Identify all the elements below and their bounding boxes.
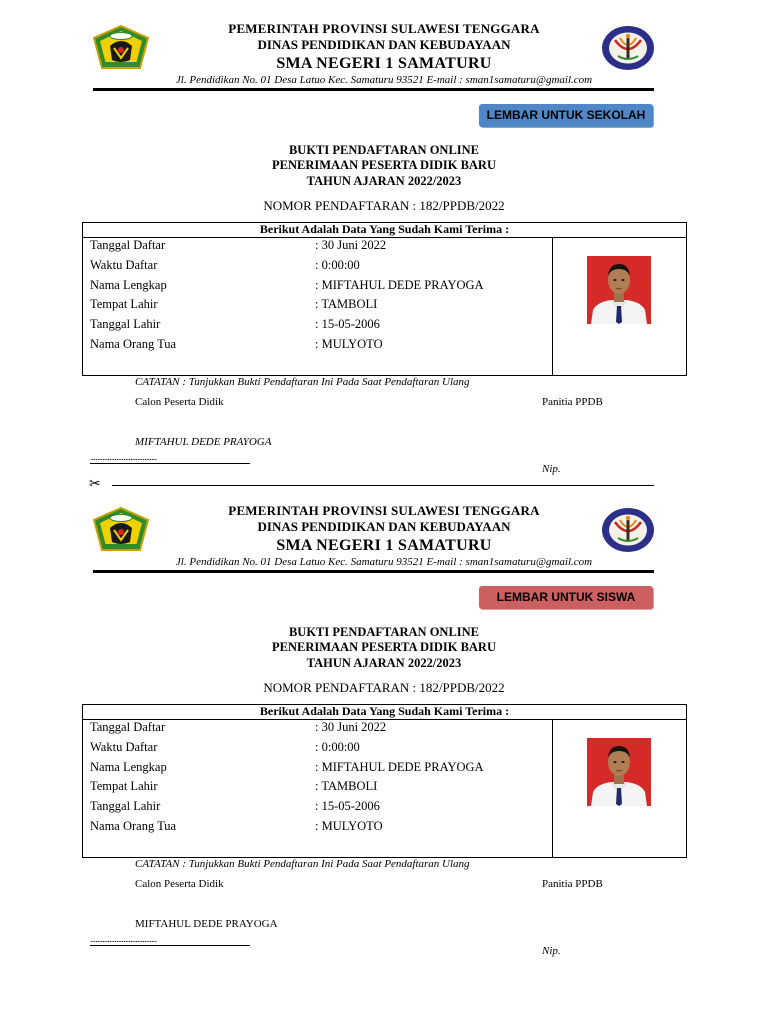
- province-emblem-icon: [92, 506, 150, 552]
- header-department: DINAS PENDIDIKAN DAN KEBUDAYAAN: [257, 37, 511, 52]
- title-academic-year: TAHUN AJARAN 2022/2023: [306, 174, 462, 188]
- title-academic-year: TAHUN AJARAN 2022/2023: [306, 656, 462, 670]
- field-value: : TAMBOLI: [315, 297, 378, 311]
- field-label: Nama Orang Tua: [90, 819, 177, 833]
- signature-student-label: Calon Peserta Didik: [135, 396, 224, 408]
- signature-committee-label: Panitia PPDB: [542, 878, 603, 890]
- field-value: : MIFTAHUL DEDE PRAYOGA: [315, 760, 484, 774]
- signature-line: [90, 463, 250, 464]
- signature-student-label: Calon Peserta Didik: [135, 878, 224, 890]
- field-value: : TAMBOLI: [315, 779, 378, 793]
- field-value: : 15-05-2006: [315, 317, 380, 331]
- header-government: PEMERINTAH PROVINSI SULAWESI TENGGARA: [228, 21, 540, 36]
- header-rule: [93, 88, 654, 91]
- field-value: : 15-05-2006: [315, 799, 380, 813]
- data-table-heading: Berikut Adalah Data Yang Sudah Kami Terima :: [82, 222, 687, 238]
- signature-committee-label: Panitia PPDB: [542, 396, 603, 408]
- student-photo: [587, 738, 651, 806]
- field-label: Tanggal Lahir: [90, 799, 161, 813]
- signature-student-name: MIFTAHUL DEDE PRAYOGA: [135, 918, 278, 930]
- field-value: : MULYOTO: [315, 819, 383, 833]
- header-school-name: SMA NEGERI 1 SAMATURU: [276, 55, 492, 72]
- field-value: : MULYOTO: [315, 337, 383, 351]
- committee-nip: Nip.: [542, 945, 561, 957]
- field-value: : MIFTAHUL DEDE PRAYOGA: [315, 278, 484, 292]
- signature-student-name: MIFTAHUL DEDE PRAYOGA: [135, 436, 272, 448]
- committee-nip: Nip.: [542, 463, 561, 475]
- header-school-name: SMA NEGERI 1 SAMATURU: [276, 537, 492, 554]
- title-proof: BUKTI PENDAFTARAN ONLINE: [288, 625, 480, 639]
- title-admission: PENERIMAAN PESERTA DIDIK BARU: [271, 158, 496, 172]
- field-label: Tempat Lahir: [90, 779, 158, 793]
- field-label: Tempat Lahir: [90, 297, 158, 311]
- scissors-icon: ✂: [89, 476, 101, 492]
- registration-note: CATATAN : Tunjukkan Bukti Pendaftaran Ini Pada Saat Pendaftaran Ulang: [135, 376, 470, 388]
- header-address: Jl. Pendidikan No. 01 Desa Latuo Kec. Samaturu 93521 E-mail : sman1samaturu@gmail.com: [175, 74, 593, 86]
- field-value: : 0:00:00: [315, 258, 360, 272]
- signature-dots: ......................................: [90, 934, 157, 944]
- header-department: DINAS PENDIDIKAN DAN KEBUDAYAAN: [257, 519, 511, 534]
- student-copy-badge: LEMBAR UNTUK SISWA: [479, 586, 653, 609]
- field-label: Waktu Daftar: [90, 258, 158, 272]
- field-label: Waktu Daftar: [90, 740, 158, 754]
- field-value: : 30 Juni 2022: [315, 720, 387, 734]
- header-address: Jl. Pendidikan No. 01 Desa Latuo Kec. Samaturu 93521 E-mail : sman1samaturu@gmail.com: [175, 556, 593, 568]
- registration-number: NOMOR PENDAFTARAN : 182/PPDB/2022: [263, 198, 505, 213]
- photo-cell-divider: [552, 720, 553, 858]
- field-label: Nama Orang Tua: [90, 337, 177, 351]
- data-table-heading: Berikut Adalah Data Yang Sudah Kami Terima :: [82, 704, 687, 720]
- signature-line: [90, 945, 250, 946]
- cut-line: [112, 485, 654, 486]
- field-label: Nama Lengkap: [90, 760, 167, 774]
- field-label: Tanggal Lahir: [90, 317, 161, 331]
- province-emblem-icon: [92, 24, 150, 70]
- title-proof: BUKTI PENDAFTARAN ONLINE: [288, 143, 480, 157]
- field-value: : 0:00:00: [315, 740, 360, 754]
- field-value: : 30 Juni 2022: [315, 238, 387, 252]
- field-label: Tanggal Daftar: [90, 720, 166, 734]
- signature-dots: ......................................: [90, 452, 157, 462]
- student-photo: [587, 256, 651, 324]
- photo-cell-divider: [552, 238, 553, 376]
- registration-number: NOMOR PENDAFTARAN : 182/PPDB/2022: [263, 680, 505, 695]
- header-government: PEMERINTAH PROVINSI SULAWESI TENGGARA: [228, 503, 540, 518]
- field-label: Tanggal Daftar: [90, 238, 166, 252]
- registration-note: CATATAN : Tunjukkan Bukti Pendaftaran Ini Pada Saat Pendaftaran Ulang: [135, 858, 470, 870]
- field-label: Nama Lengkap: [90, 278, 167, 292]
- title-admission: PENERIMAAN PESERTA DIDIK BARU: [271, 640, 496, 654]
- header-rule: [93, 570, 654, 573]
- school-copy-badge: LEMBAR UNTUK SEKOLAH: [479, 104, 653, 127]
